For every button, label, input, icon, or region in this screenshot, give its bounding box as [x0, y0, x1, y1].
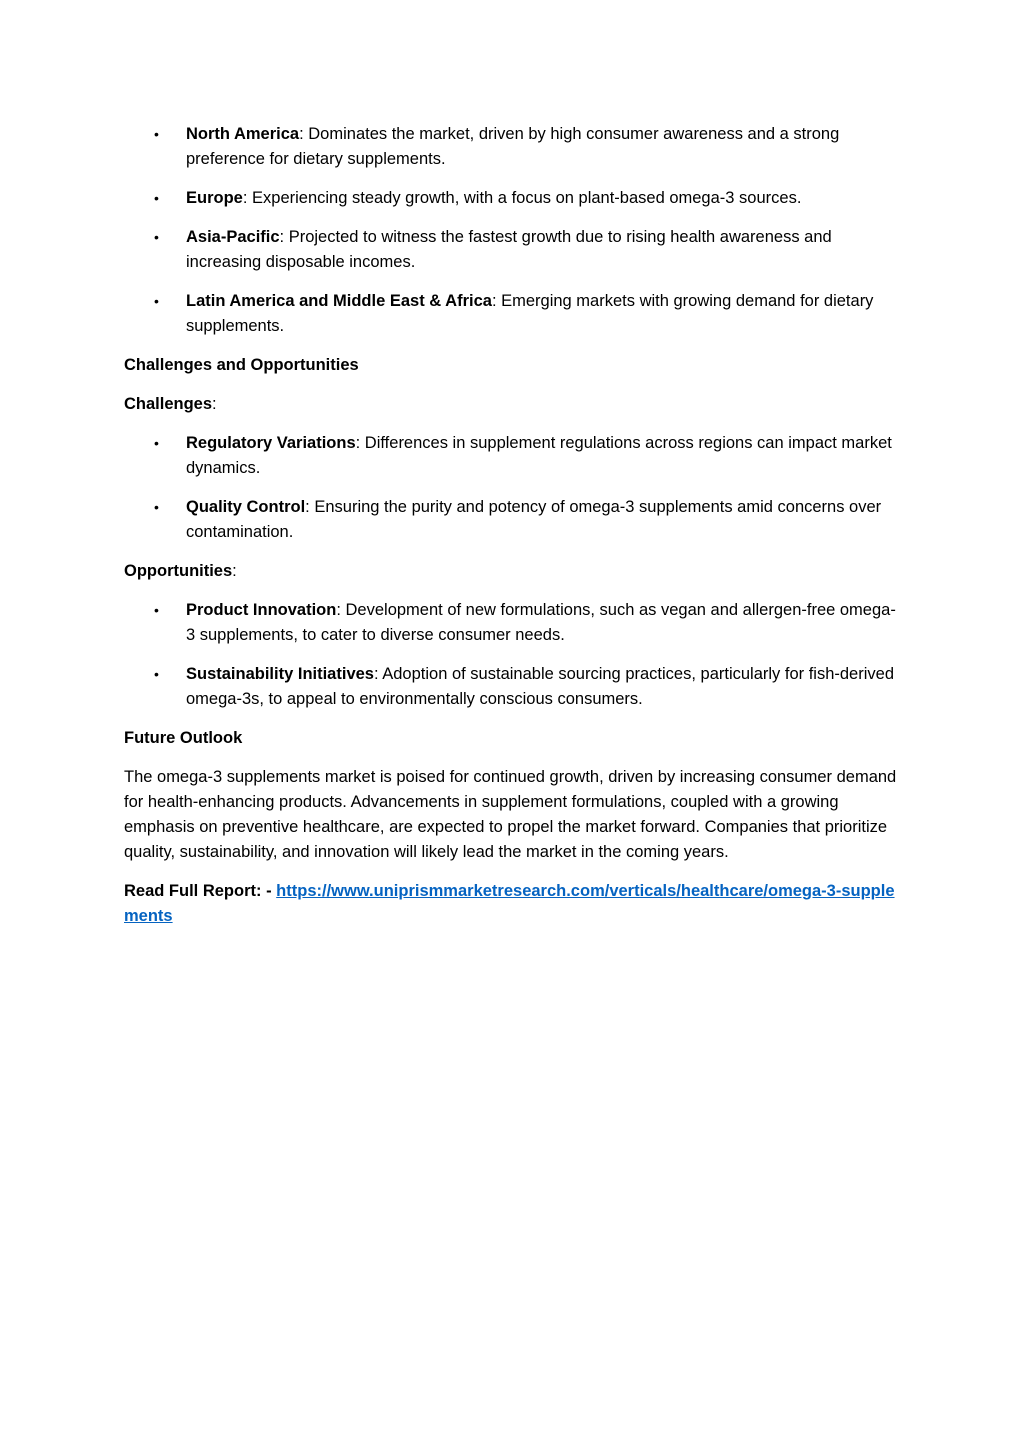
bullet-icon: •: [154, 435, 159, 451]
bullet-icon: •: [154, 499, 159, 515]
region-name: North America: [186, 125, 300, 143]
bullet-icon: •: [154, 229, 159, 245]
regions-list: [124, 122, 904, 339]
challenges-list: [124, 431, 904, 545]
list-item: [124, 186, 904, 211]
opportunity-name: Sustainability Initiatives: [186, 665, 374, 683]
region-name: Latin America and Middle East & Africa: [186, 292, 492, 310]
bullet-icon: •: [154, 293, 159, 309]
bullet-icon: •: [154, 602, 159, 618]
report-link[interactable]: https://www.uniprismmarketresearch.com/verticals/healthcare/omega-3-supplements: [124, 882, 895, 925]
opportunities-label-line: [124, 559, 904, 584]
opportunities-label: Opportunities: [124, 562, 233, 580]
list-item: [124, 122, 904, 172]
list-item: [124, 662, 904, 712]
region-description: : Projected to witness the fastest growth due to rising health awareness and increasing disposable incomes.: [186, 228, 832, 271]
challenge-name: Regulatory Variations: [186, 434, 356, 452]
bullet-icon: •: [154, 666, 159, 682]
region-description: : Dominates the market, driven by high consumer awareness and a strong preference for dietary supplements.: [186, 125, 840, 168]
bullet-icon: •: [154, 190, 159, 206]
region-name: Europe: [186, 189, 243, 207]
bullet-icon: •: [154, 126, 159, 142]
list-item: [124, 598, 904, 648]
list-item: [124, 289, 904, 339]
label-colon: :: [212, 395, 217, 413]
section-heading: Challenges and Opportunities: [124, 356, 359, 374]
future-outlook-paragraph: The omega-3 supplements market is poised for continued growth, driven by increasing consumer demand for health-enhancing products. Advancements in supplement formulations, coupled with a growing emphasis on preventive healthcare, are expected to propel the market forward. Companies that prioritize quality, sustainability, and innovation will likely lead the market in the coming years.: [124, 768, 897, 861]
region-description: : Experiencing steady growth, with a focus on plant-based omega-3 sources.: [242, 189, 802, 207]
future-outlook-heading: Future Outlook: [124, 729, 243, 747]
challenges-label: Challenges: [124, 395, 213, 413]
opportunity-description: : Adoption of sustainable sourcing practices, particularly for fish-derived omega-3s, to appeal to environmentally conscious consumers.: [186, 665, 895, 708]
challenge-name: Quality Control: [186, 498, 306, 516]
opportunity-description: : Development of new formulations, such as vegan and allergen-free omega-3 supplements, to cater to diverse consumer needs.: [186, 601, 896, 644]
region-name: Asia-Pacific: [186, 228, 280, 246]
list-item: [124, 225, 904, 275]
read-full-report-label: Read Full Report: -: [124, 882, 277, 900]
region-description: : Emerging markets with growing demand for dietary supplements.: [186, 292, 874, 335]
list-item: [124, 495, 904, 545]
challenge-description: : Differences in supplement regulations across regions can impact market dynamics.: [186, 434, 892, 477]
opportunities-list: [124, 598, 904, 712]
challenges-label-line: [124, 392, 904, 417]
read-full-report-line: [124, 879, 904, 929]
document-page: [124, 122, 904, 943]
challenge-description: : Ensuring the purity and potency of omega-3 supplements amid concerns over contamination.: [186, 498, 882, 541]
label-colon: :: [232, 562, 237, 580]
list-item: [124, 431, 904, 481]
opportunity-name: Product Innovation: [186, 601, 337, 619]
